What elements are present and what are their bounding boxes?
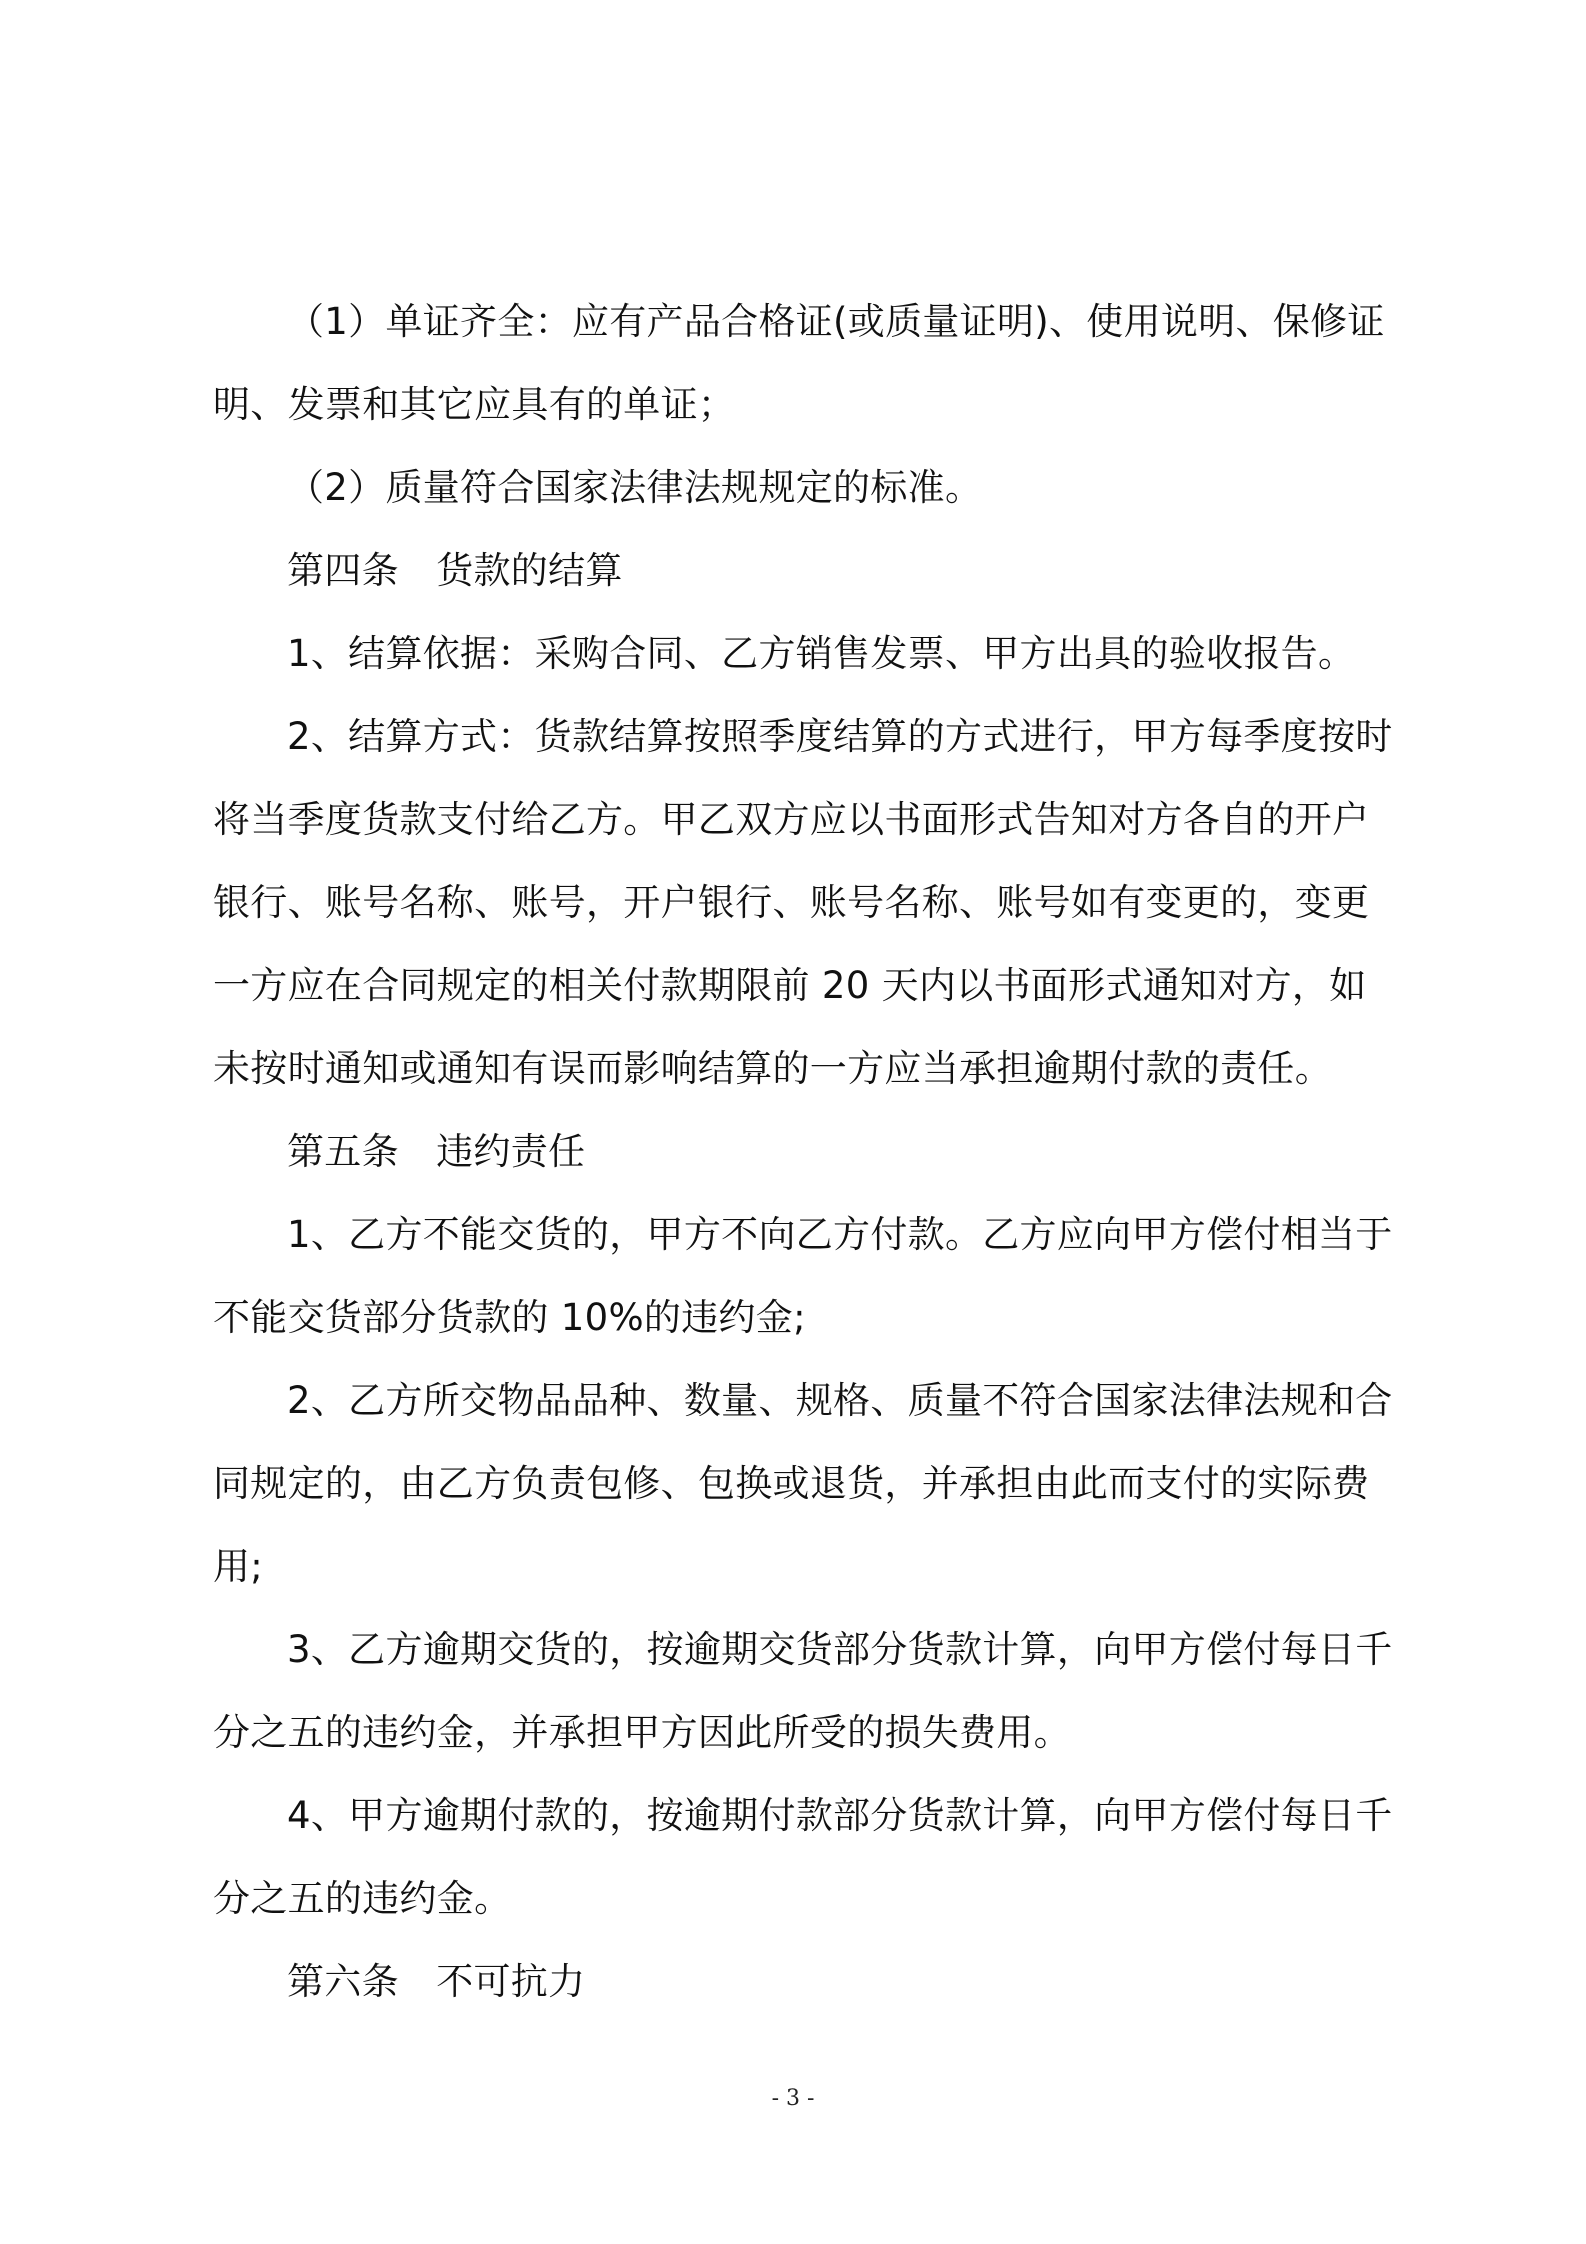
article-6-heading: 第六条 不可抗力 [287, 1960, 586, 2003]
document-body [213, 280, 1398, 2023]
page-number: - 3 - [771, 2086, 815, 2111]
liability-item-1: 1、乙方不能交货的，甲方不向乙方付款。乙方应向甲方偿付相当于不能交货部分货款的 10%的违约金; [213, 1213, 1393, 1339]
article-5-heading: 第五条 违约责任 [287, 1130, 586, 1173]
liability-item-2: 2、乙方所交物品品种、数量、规格、质量不符合国家法律法规和合同规定的，由乙方负责包修、包换或退货，并承担由此而支付的实际费用; [213, 1379, 1393, 1588]
article-4-heading: 第四条 货款的结算 [287, 549, 623, 592]
settlement-basis: 1、结算依据：采购合同、乙方销售发票、甲方出具的验收报告。 [287, 632, 1356, 675]
clause-item-1: （1）单证齐全：应有产品合格证(或质量证明)、使用说明、保修证明、发票和其它应具有的单证； [213, 300, 1385, 426]
liability-item-3: 3、乙方逾期交货的，按逾期交货部分货款计算，向甲方偿付每日千分之五的违约金，并承担甲方因此所受的损失费用。 [213, 1628, 1393, 1754]
liability-item-4: 4、甲方逾期付款的，按逾期付款部分货款计算，向甲方偿付每日千分之五的违约金。 [213, 1794, 1393, 1920]
clause-item-2: （2）质量符合国家法律法规规定的标准。 [287, 466, 983, 509]
settlement-method: 2、结算方式：货款结算按照季度结算的方式进行，甲方每季度按时将当季度货款支付给乙方。甲乙双方应以书面形式告知对方各自的开户银行、账号名称、账号，开户银行、账号名称、账号如有变更的，变更一方应在合同规定的相关付款期限前 20 天内以书面形式通知对方，如未按时通知或通知有误而影响结算的一方应当承担逾期付款的责任。 [213, 715, 1393, 1090]
